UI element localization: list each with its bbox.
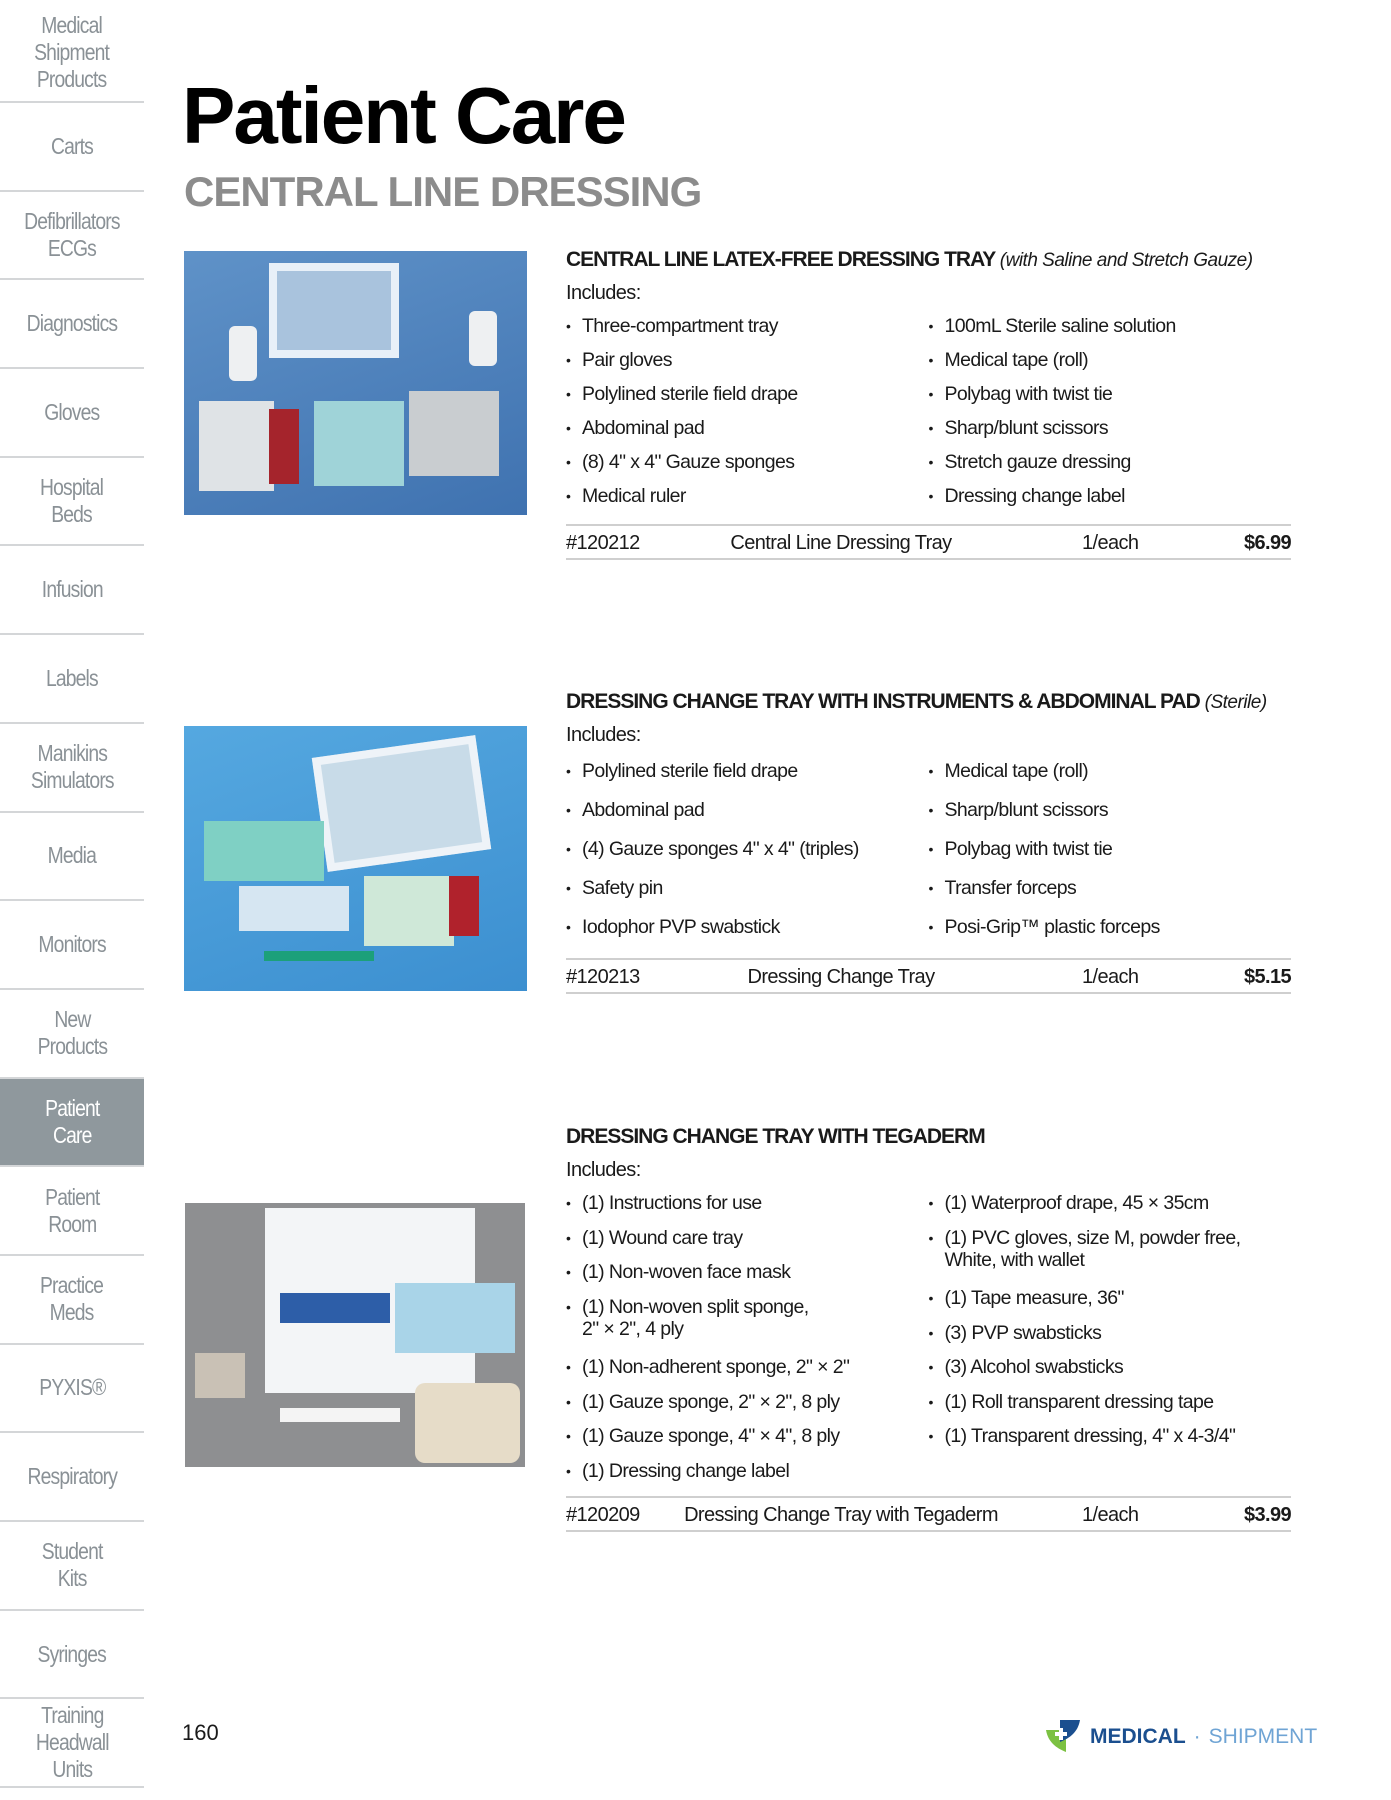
order-row [566, 958, 1291, 994]
item-number: #120212 [566, 532, 640, 554]
contents-item: • Medical ruler [566, 479, 929, 513]
contents-item: • (1) Gauze sponge, 4" × 4", 8 ply [566, 1419, 929, 1454]
contents-item: • (1) PVC gloves, size M, powder free, White, with wallet [929, 1221, 1292, 1282]
contents-item: • (1) Waterproof drape, 45 × 35cm [929, 1186, 1292, 1221]
includes-label: Includes: [566, 724, 641, 746]
sidebar-item-manikins-simulators[interactable] [0, 724, 144, 813]
page-title: Patient Care [182, 71, 625, 160]
contents-list [566, 309, 1291, 513]
sidebar-item-label: Defibrillators ECGs [24, 208, 120, 262]
sidebar-item-hospital-beds[interactable] [0, 458, 144, 547]
product-block [566, 690, 1291, 994]
contents-item: • Polybag with twist tie [929, 377, 1292, 411]
section-subtitle: CENTRAL LINE DRESSING [184, 168, 702, 215]
sidebar-item-label: Infusion [41, 576, 103, 603]
contents-item: • Polybag with twist tie [929, 829, 1292, 868]
contents-item: • (1) Transparent dressing, 4" x 4-3/4" [929, 1419, 1292, 1454]
sidebar-item-label: Manikins Simulators [30, 740, 114, 794]
sidebar-item-label: Media [47, 842, 97, 869]
includes-label: Includes: [566, 1159, 641, 1181]
sidebar-item-infusion[interactable] [0, 546, 144, 635]
sidebar-item-label: PYXIS® [38, 1374, 106, 1401]
item-number: #120213 [566, 966, 640, 988]
product-image-central-line-tray [184, 251, 527, 515]
sidebar-item-label: Medical Shipment Products [34, 12, 110, 92]
logo-text-shipment: SHIPMENT [1208, 1725, 1318, 1748]
sidebar-item-label: Student Kits [41, 1538, 103, 1592]
contents-item: • (8) 4" x 4" Gauze sponges [566, 445, 929, 479]
product-image-dressing-change-tray [184, 726, 527, 991]
contents-column-left [566, 751, 929, 946]
sidebar-item-patient-care[interactable] [0, 1079, 144, 1168]
page-number: 160 [182, 1720, 219, 1745]
sidebar-item-label: Hospital Beds [40, 474, 104, 528]
product-title: DRESSING CHANGE TRAY WITH TEGADERM [566, 1125, 985, 1148]
contents-item: • (1) Roll transparent dressing tape [929, 1385, 1292, 1420]
contents-item: • (1) Non-woven face mask [566, 1255, 929, 1290]
contents-item: • Abdominal pad [566, 790, 929, 829]
contents-item: • Stretch gauze dressing [929, 445, 1292, 479]
product-block [566, 1125, 1291, 1532]
logo-text-medical: MEDICAL [1090, 1725, 1186, 1748]
item-unit: 1/each [1082, 532, 1139, 554]
contents-list [566, 1186, 1291, 1488]
sidebar-item-pyxis[interactable] [0, 1345, 144, 1434]
contents-item: • Medical tape (roll) [929, 343, 1292, 377]
sidebar-item-label: Patient Room [44, 1183, 100, 1237]
contents-item: • (3) PVP swabsticks [929, 1316, 1292, 1351]
medical-cross-logo-icon [1044, 1718, 1082, 1756]
sidebar-item-training-headwall-units[interactable] [0, 1699, 144, 1788]
product-note: (with Saline and Stretch Gauze) [999, 250, 1253, 271]
contents-item: • Polylined sterile field drape [566, 751, 929, 790]
sidebar-item-label: Respiratory [27, 1463, 117, 1490]
sidebar-item-label: Syringes [37, 1640, 107, 1667]
contents-item: • Three-compartment tray [566, 309, 929, 343]
sidebar-item-practice-meds[interactable] [0, 1256, 144, 1345]
sidebar-item-media[interactable] [0, 813, 144, 902]
contents-item: • (1) Wound care tray [566, 1221, 929, 1256]
contents-item: • Dressing change label [929, 479, 1292, 513]
logo-separator: · [1193, 1725, 1201, 1748]
sidebar-item-label: Diagnostics [26, 310, 118, 337]
contents-item: • (1) Gauze sponge, 2" × 2", 8 ply [566, 1385, 929, 1420]
item-price: $5.15 [1243, 966, 1291, 988]
contents-column-right [929, 1186, 1292, 1488]
medical-shipment-logo [1044, 1718, 1317, 1756]
category-sidebar [0, 0, 144, 1788]
contents-item: • (1) Non-adherent sponge, 2" × 2" [566, 1350, 929, 1385]
product-name [566, 690, 1291, 714]
sidebar-item-respiratory[interactable] [0, 1433, 144, 1522]
contents-item: • Posi-Grip™ plastic forceps [929, 907, 1292, 946]
item-description: Central Line Dressing Tray [730, 532, 952, 554]
sidebar-item-patient-room[interactable] [0, 1167, 144, 1256]
contents-item: • (4) Gauze sponges 4" x 4" (triples) [566, 829, 929, 868]
item-unit: 1/each [1082, 966, 1139, 988]
sidebar-item-carts[interactable] [0, 103, 144, 192]
contents-item: • (1) Tape measure, 36" [929, 1281, 1292, 1316]
sidebar-item-diagnostics[interactable] [0, 280, 144, 369]
contents-column-right [929, 751, 1292, 946]
contents-item: • Medical tape (roll) [929, 751, 1292, 790]
contents-item: • (1) Instructions for use [566, 1186, 929, 1221]
sidebar-item-monitors[interactable] [0, 901, 144, 990]
product-title: CENTRAL LINE LATEX-FREE DRESSING TRAY [566, 248, 995, 271]
sidebar-item-label: Patient Care [44, 1094, 100, 1148]
contents-column-left [566, 309, 929, 513]
sidebar-item-label: Carts [51, 132, 93, 159]
item-price: $6.99 [1243, 532, 1291, 554]
contents-column-left [566, 1186, 929, 1488]
contents-item: • Pair gloves [566, 343, 929, 377]
sidebar-item-label: Gloves [44, 398, 100, 425]
contents-item: • Transfer forceps [929, 868, 1292, 907]
item-description: Dressing Change Tray with Tegaderm [684, 1504, 998, 1526]
contents-item: • Iodophor PVP swabstick [566, 907, 929, 946]
contents-item: • Polylined sterile field drape [566, 377, 929, 411]
sidebar-item-label: Training Headwall Units [35, 1702, 109, 1783]
contents-list [566, 751, 1291, 946]
item-description: Dressing Change Tray [747, 966, 935, 988]
sidebar-item-labels[interactable] [0, 635, 144, 724]
sidebar-item-label: New Products [37, 1006, 107, 1060]
product-title: DRESSING CHANGE TRAY WITH INSTRUMENTS & ABDOMINAL PAD [566, 690, 1200, 713]
contents-item: • Sharp/blunt scissors [929, 411, 1292, 445]
item-number: #120209 [566, 1504, 640, 1526]
contents-item: • 100mL Sterile saline solution [929, 309, 1292, 343]
product-name [566, 1125, 1291, 1149]
sidebar-item-student-kits[interactable] [0, 1522, 144, 1611]
contents-item: • Sharp/blunt scissors [929, 790, 1292, 829]
order-row [566, 524, 1291, 560]
sidebar-item-medical-shipment-products[interactable] [0, 0, 144, 103]
contents-item: • (1) Dressing change label [566, 1454, 929, 1489]
product-name [566, 248, 1291, 272]
sidebar-item-label: Labels [46, 664, 98, 691]
contents-item: • (3) Alcohol swabsticks [929, 1350, 1292, 1385]
contents-item: • (1) Non-woven split sponge, 2" × 2", 4 ply [566, 1290, 929, 1351]
includes-label: Includes: [566, 282, 641, 304]
contents-item: • Safety pin [566, 868, 929, 907]
sidebar-item-label: Practice Meds [40, 1272, 104, 1326]
sidebar-item-label: Monitors [38, 931, 106, 958]
sidebar-item-defibrillators-ecgs[interactable] [0, 192, 144, 281]
order-row [566, 1496, 1291, 1532]
product-note: (Sterile) [1204, 692, 1267, 713]
contents-column-right [929, 309, 1292, 513]
sidebar-item-new-products[interactable] [0, 990, 144, 1079]
item-price: $3.99 [1243, 1504, 1291, 1526]
sidebar-item-syringes[interactable] [0, 1611, 144, 1700]
product-image-tegaderm-tray [185, 1203, 525, 1467]
item-unit: 1/each [1082, 1504, 1139, 1526]
product-block [566, 248, 1291, 560]
contents-item: • Abdominal pad [566, 411, 929, 445]
sidebar-item-gloves[interactable] [0, 369, 144, 458]
